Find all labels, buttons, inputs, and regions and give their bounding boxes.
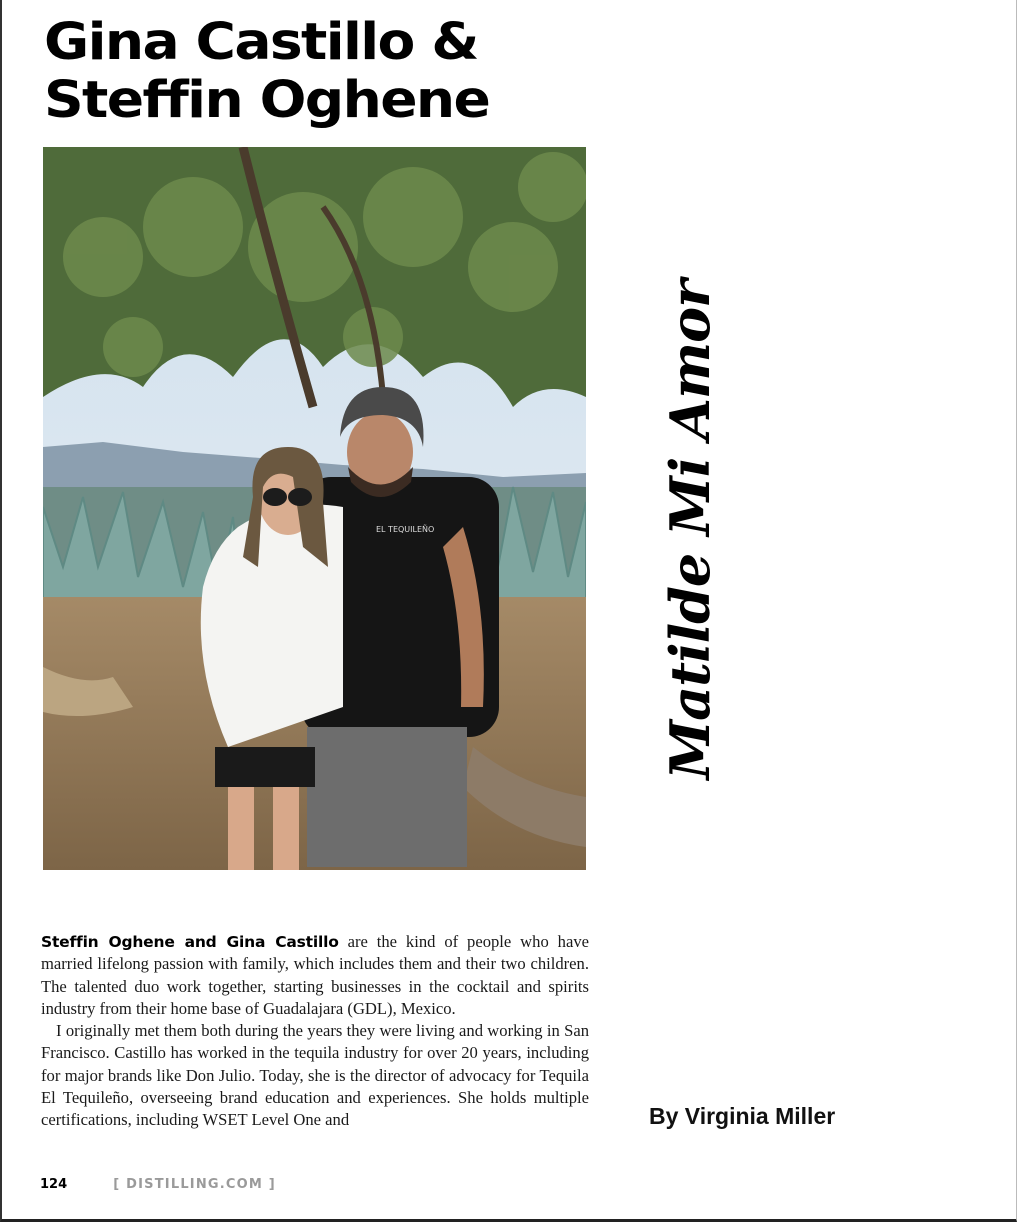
side-title: Matilde Mi Amor: [658, 280, 722, 780]
article-photo: [43, 147, 586, 870]
paragraph-2: I originally met them both during the years they were living and working in San Francisco. Castillo has worked in the tequila industry for over 20 years, including for major brands like Don Julio. Today, she is the director of advocacy for Tequila El Tequileño, overseeing brand education and experiences. She holds multiple certifications, including WSET Level One and: [41, 1021, 589, 1130]
page-footer: [40, 1177, 276, 1192]
paragraph-1-text: are the kind of people who have married lifelong passion with family, which includes them and their two children. The talented duo work together, starting businesses in the cocktail and spirits industry from their home base of Guadalajara (GDL), Mexico.: [41, 932, 589, 1018]
article-body: [41, 931, 589, 1132]
paragraph-1: [41, 931, 589, 1020]
shirt-text: EL TEQUILEÑO: [376, 525, 435, 534]
site-link[interactable]: [ DISTILLING.COM ]: [113, 1177, 276, 1192]
couple-photo-illustration: [43, 147, 586, 870]
article-headline: [44, 14, 489, 130]
headline-line-1: Gina Castillo &: [44, 13, 478, 72]
page-number: 124: [40, 1177, 68, 1192]
lead-in: Steffin Oghene and Gina Castillo: [41, 933, 339, 951]
byline: By Virginia Miller: [649, 1103, 836, 1129]
headline-line-2: Steffin Oghene: [44, 71, 490, 130]
